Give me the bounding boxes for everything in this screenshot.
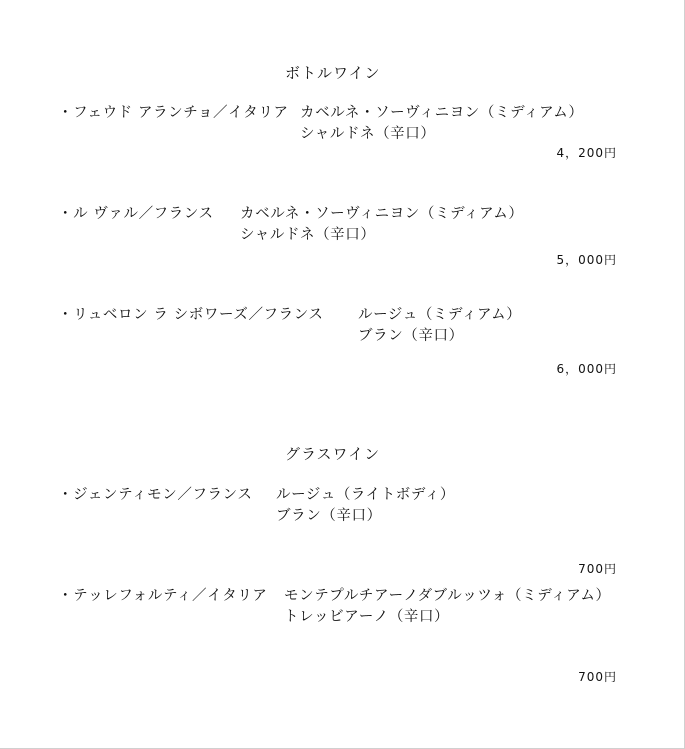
wine-name: ・テッレフォルティ／イタリア [58, 588, 268, 604]
price: 700円 [578, 670, 617, 684]
grape-variety: カベルネ・ソーヴィニヨン（ミディアム） [240, 206, 524, 222]
price: 700円 [578, 562, 617, 576]
grape-variety: カベルネ・ソーヴィニヨン（ミディアム） [300, 105, 584, 121]
price: 5，000円 [556, 253, 617, 267]
price: 6，000円 [556, 362, 617, 376]
grape-variety: シャルドネ（辛口） [240, 227, 376, 243]
section-title-glass-wine: グラスワイン [285, 445, 381, 463]
grape-variety: ルージュ（ミディアム） [358, 307, 522, 323]
grape-variety: シャルドネ（辛口） [300, 126, 436, 142]
grape-variety: ブラン（辛口） [276, 508, 382, 524]
section-title-bottle-wine: ボトルワイン [285, 64, 381, 82]
grape-variety: トレッビアーノ（辛口） [284, 609, 450, 625]
wine-name: ・リュベロン ラ シボワーズ／フランス [58, 307, 324, 323]
grape-variety: ブラン（辛口） [358, 328, 464, 344]
wine-name: ・ル ヴァル／フランス [58, 206, 214, 222]
wine-name: ・フェウド アランチョ／イタリア [58, 105, 289, 121]
price: 4，200円 [556, 146, 617, 160]
grape-variety: ルージュ（ライトボディ） [276, 487, 456, 503]
grape-variety: モンテプルチアーノダブルッツォ（ミディアム） [284, 588, 611, 604]
wine-name: ・ジェンティモン／フランス [58, 487, 253, 503]
